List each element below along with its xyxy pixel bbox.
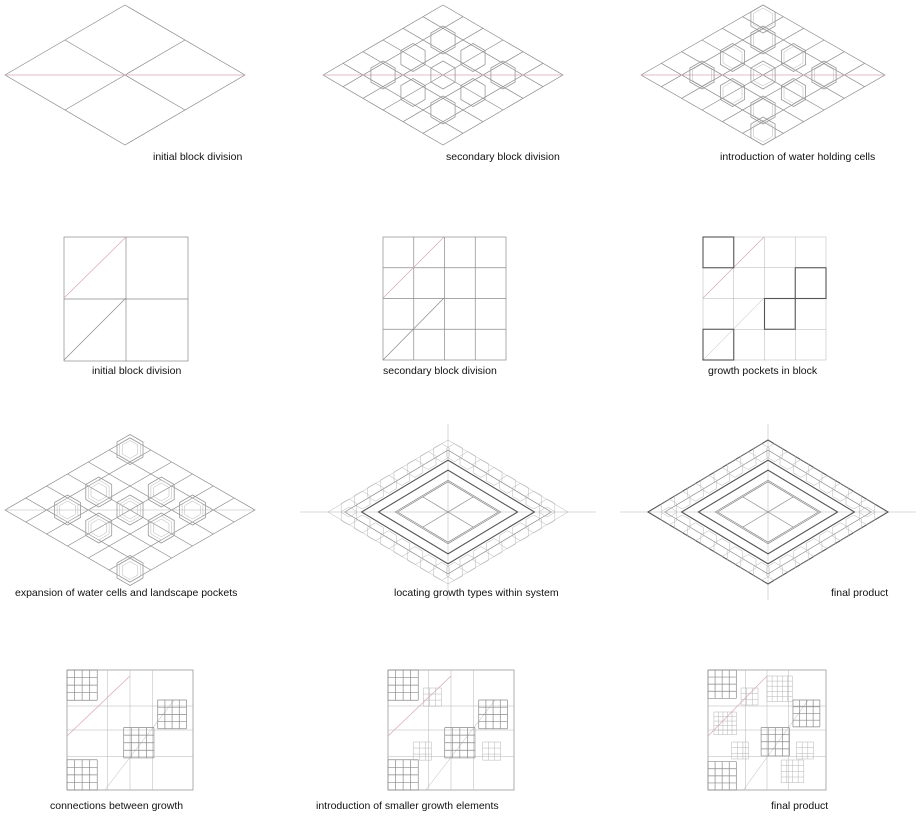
- panel-r2c2-secondary-block-division: [383, 237, 506, 360]
- panel-r1c3-water-holding-cells: [641, 5, 885, 145]
- caption-r1c3: introduction of water holding cells: [720, 151, 876, 163]
- caption-r1c1: initial block division: [153, 151, 243, 163]
- growth-pocket: [795, 268, 826, 299]
- water-cell-hexagon: [754, 8, 773, 30]
- caption-r4c2: introduction of smaller growth elements: [316, 800, 499, 812]
- caption-r3c2: locating growth types within system: [394, 587, 559, 599]
- panel-r1c1-initial-block-division: [5, 5, 245, 145]
- caption-r2c1: initial block division: [92, 365, 182, 377]
- caption-r1c2: secondary block division: [446, 151, 560, 163]
- diagonal-line: [64, 237, 126, 298]
- caption-r4c3: final product: [771, 800, 829, 812]
- panel-r2c3-growth-pockets: [703, 237, 826, 360]
- panel-r3c2-locating-growth-types: [300, 424, 596, 600]
- water-cell-hexagon: [117, 435, 143, 465]
- panel-r3c3-final-product: [620, 424, 916, 600]
- panel-r4c1-connections-between-growth: [67, 670, 193, 790]
- panel-r1c2-secondary-block-division: [323, 5, 563, 145]
- caption-r4c1: connections between growth: [50, 800, 184, 812]
- diagonal-line: [64, 298, 126, 360]
- caption-r3c3: final product: [831, 587, 889, 599]
- water-cell-hexagon: [431, 96, 455, 124]
- water-cell-hexagon: [117, 556, 143, 586]
- panel-r3c1-expansion-water-cells: [5, 435, 255, 586]
- growth-pocket: [703, 237, 734, 268]
- panel-r2c1-initial-block-division: [64, 237, 188, 361]
- caption-r2c3: growth pockets in block: [708, 365, 818, 377]
- panel-r4c2-smaller-growth-elements: [388, 670, 514, 790]
- water-cell-hexagon: [431, 26, 455, 54]
- caption-r3c1: expansion of water cells and landscape pockets: [15, 587, 238, 599]
- water-cell-hexagon: [122, 562, 138, 580]
- diagonal-line: [105, 700, 174, 790]
- water-cell-hexagon: [122, 441, 138, 459]
- caption-r2c2: secondary block division: [383, 365, 497, 377]
- diagonal-line: [426, 700, 495, 790]
- panel-r4c3-final-product: [708, 670, 826, 790]
- water-cell-hexagon: [754, 120, 773, 142]
- growth-pocket: [765, 299, 796, 330]
